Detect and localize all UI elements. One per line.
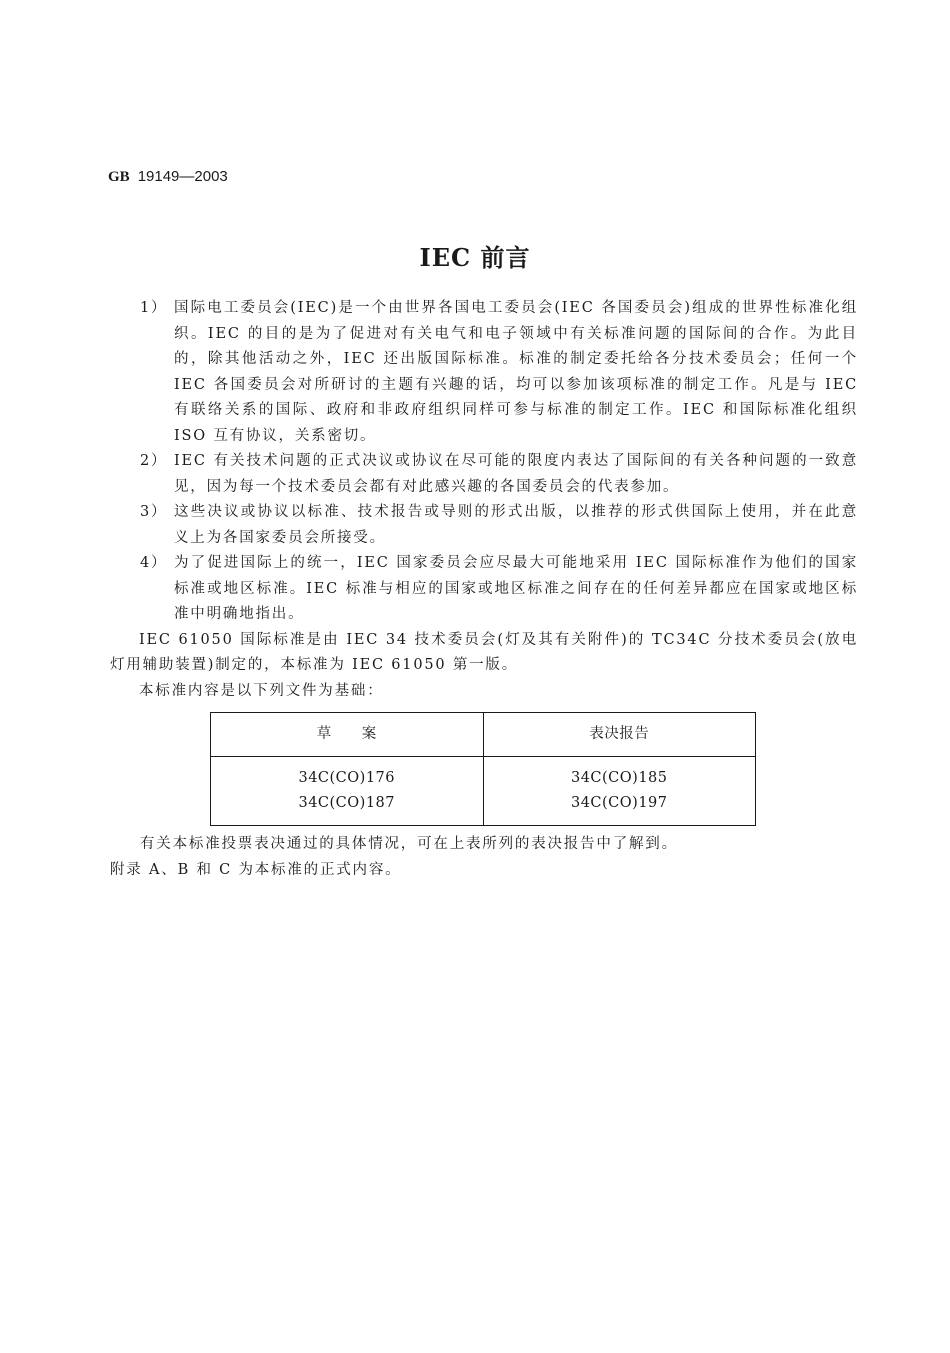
report-value: 34C(CO)185 [570, 770, 668, 786]
report-value: 34C(CO)197 [570, 795, 668, 811]
draft-value: 34C(CO)176 [298, 770, 396, 786]
list-item [110, 449, 858, 500]
list-item [110, 500, 858, 551]
list-item [110, 551, 858, 628]
list-item [110, 296, 858, 449]
page-title: IEC 前言 [419, 243, 531, 272]
item-text: IEC 有关技术问题的正式决议或协议在尽可能的限度内表达了国际间的有关各种问题的一致意见，因为每一个技术委员会都有对此感兴趣的各国委员会的代表参加。 [174, 453, 858, 495]
item-number: 1） [140, 300, 168, 316]
item-text: 为了促进国际上的统一，IEC 国家委员会应尽最大可能地采用 IEC 国际标准作为他们的国家标准或地区标准。IEC 标准与相应的国家或地区标准之间存在的任何差异都应在国家或地区标准中明确地指出。 [174, 555, 858, 622]
standard-number: 19149—2003 [137, 168, 228, 185]
draft-value: 34C(CO)187 [298, 795, 396, 811]
document-body [110, 296, 858, 883]
table-header-row [211, 713, 756, 757]
report-cell [483, 757, 756, 826]
header-draft: 草 案 [211, 713, 484, 757]
voting-note: 有关本标准投票表决通过的具体情况，可在上表所列的表决报告中了解到。 [140, 836, 678, 852]
table-row [211, 757, 756, 826]
item-number: 2） [140, 453, 168, 469]
standard-prefix: GB [108, 169, 130, 185]
annex-note: 附录 A、B 和 C 为本标准的正式内容。 [110, 861, 402, 878]
standard-code [108, 168, 228, 186]
draft-cell [211, 757, 484, 826]
origin-paragraph: IEC 61050 国际标准是由 IEC 34 技术委员会(灯及其有关附件)的 TC34C 分技术委员会(放电灯用辅助装置)制定的，本标准为 IEC 61050 第一版。 [110, 631, 858, 673]
item-text: 国际电工委员会(IEC)是一个由世界各国电工委员会(IEC 各国委员会)组成的世界性标准化组织。IEC 的目的是为了促进对有关电气和电子领域中有关标准问题的国际间的合作。为此目的，除其他活动之外，IEC 还出版国际标准。标准的制定委托给各分技术委员会；任何一个 IEC 各国委员会对所研讨的主题有兴趣的话，均可以参加该项标准的制定工作。凡是与 IEC 有联络关系的国际、政府和非政府组织同样可参与标准的制定工作。IEC 和国际标准化组织 ISO 互有协议，关系密切。 [174, 300, 858, 444]
documents-table [210, 712, 756, 826]
basis-paragraph: 本标准内容是以下列文件为基础： [139, 682, 384, 699]
item-number: 4） [140, 555, 168, 571]
header-voting-report: 表决报告 [483, 713, 756, 757]
item-text: 这些决议或协议以标准、技术报告或导则的形式出版，以推荐的形式供国际上使用，并在此意义上为各国家委员会所接受。 [174, 504, 858, 546]
item-number: 3） [140, 504, 168, 520]
